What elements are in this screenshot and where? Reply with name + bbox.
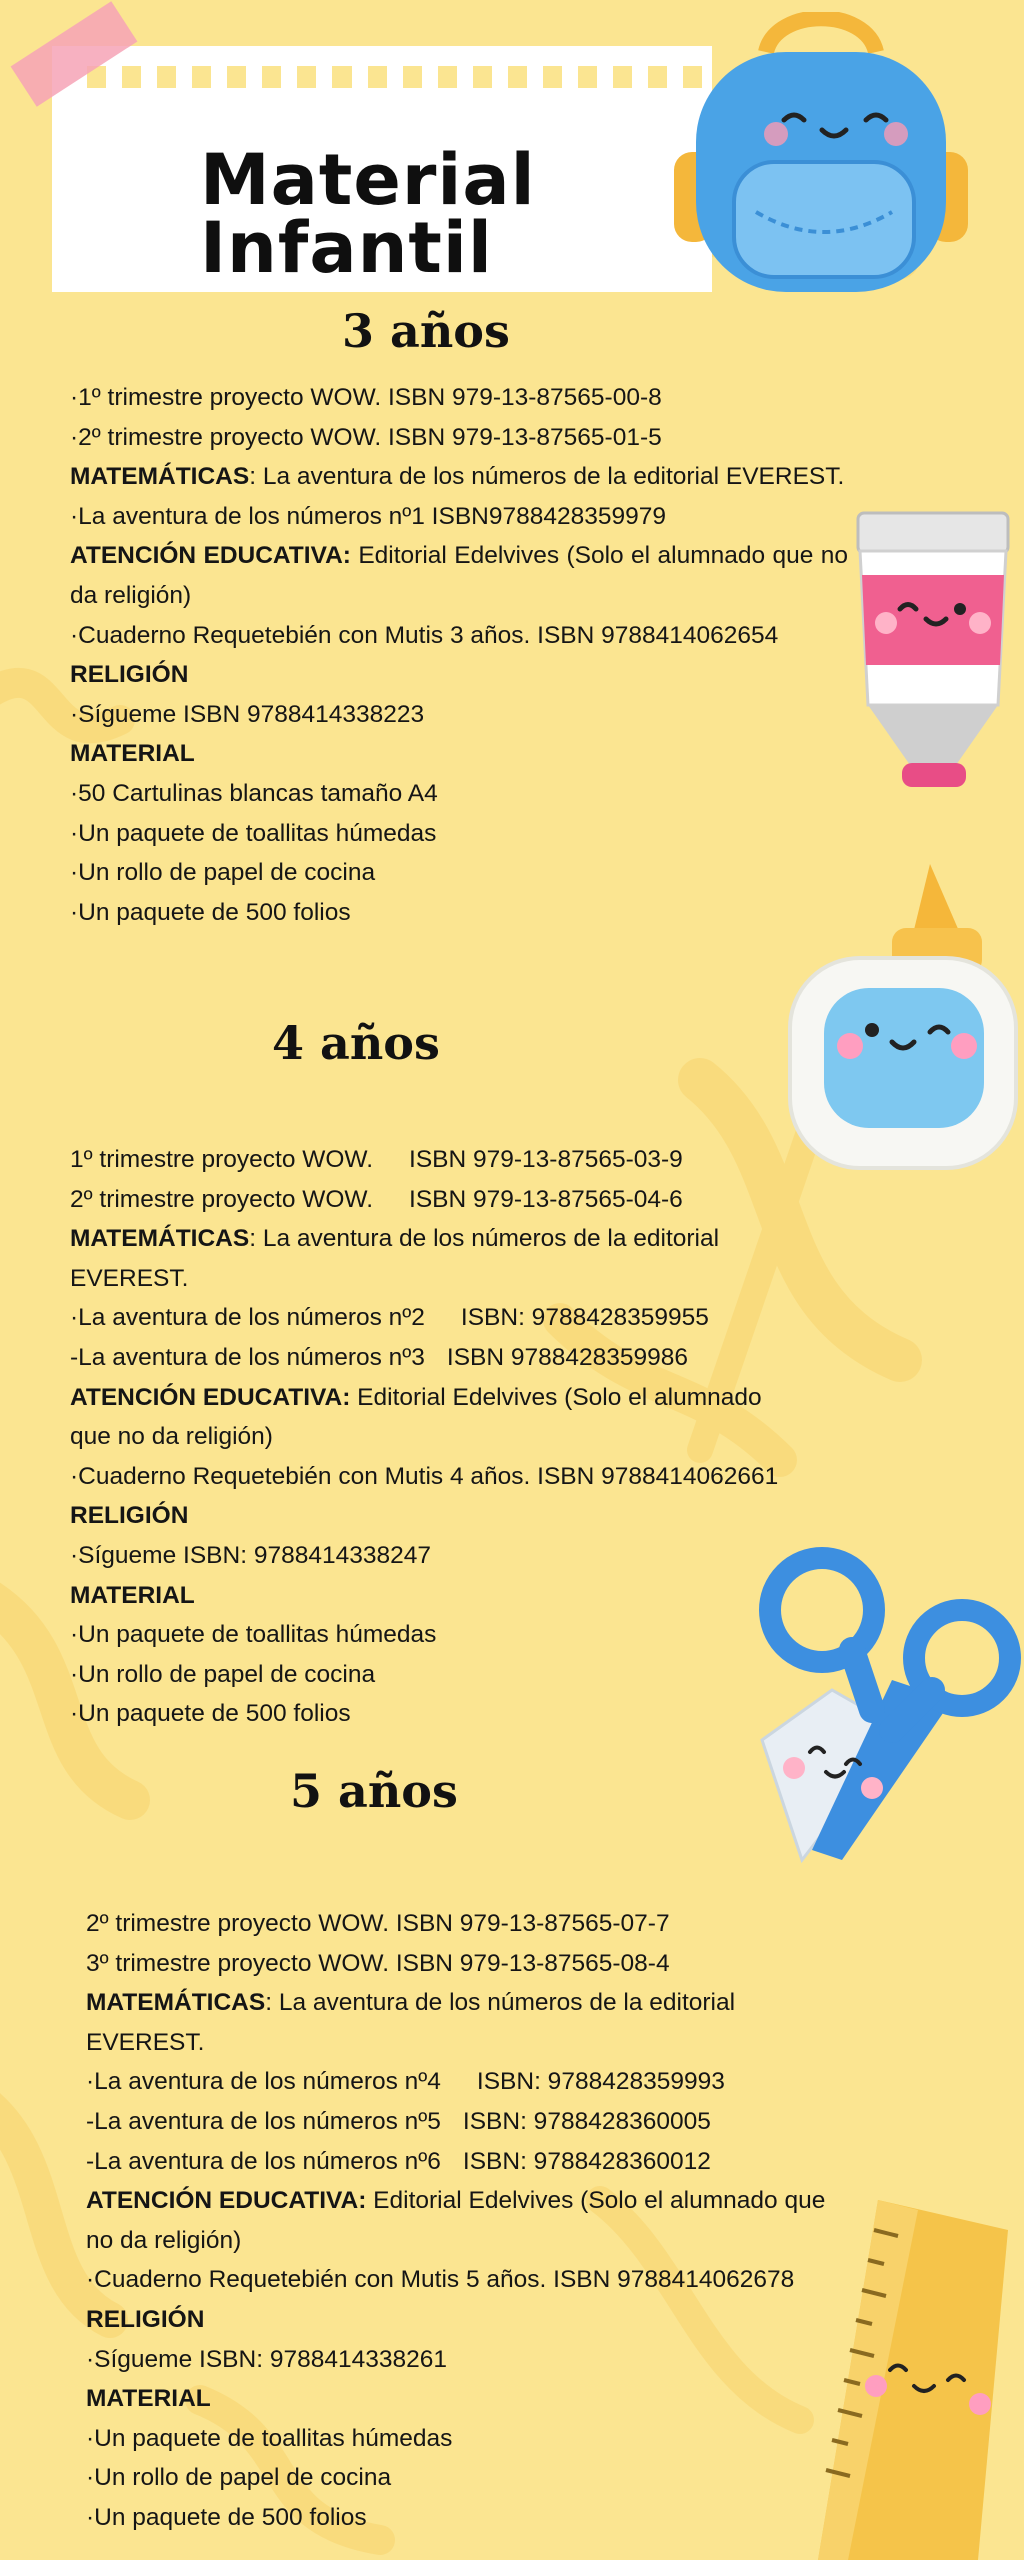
attention-paragraph bbox=[70, 1378, 790, 1457]
paint-tube-sticker-icon bbox=[838, 505, 1024, 815]
list-item-title: ·La aventura de los números nº2 bbox=[70, 1304, 425, 1332]
attention-label: ATENCIÓN EDUCATIVA: bbox=[86, 2187, 367, 2215]
math-text: : La aventura de los números de la editorial EVEREST. bbox=[249, 463, 845, 491]
list-item: ·La aventura de los números nº1 ISBN9788428359979 bbox=[70, 502, 667, 530]
section-3-anos bbox=[70, 378, 848, 932]
section-heading-5-anos: 5 años bbox=[290, 1764, 458, 1818]
section-heading-4-anos: 4 años bbox=[272, 1016, 440, 1070]
header-card bbox=[52, 46, 712, 292]
list-item: ·Sígueme ISBN: 9788414338247 bbox=[70, 1541, 431, 1569]
section-4-anos bbox=[70, 1140, 790, 1734]
attention-label: ATENCIÓN EDUCATIVA: bbox=[70, 542, 351, 570]
math-paragraph bbox=[70, 1219, 790, 1298]
list-item: ·Un paquete de toallitas húmedas bbox=[70, 1621, 437, 1649]
list-item bbox=[70, 1140, 790, 1180]
attention-text: Editorial Edelvives (Solo el alumnado que no da religión) bbox=[70, 1383, 762, 1451]
section-5-anos bbox=[86, 1904, 846, 2538]
material-label: MATERIAL bbox=[70, 1581, 195, 1609]
list-item-isbn: ISBN 979-13-87565-03-9 bbox=[409, 1146, 683, 1173]
list-item: ·2º trimestre proyecto WOW. ISBN 979-13-87565-01-5 bbox=[70, 423, 662, 451]
list-item: ·Un rollo de papel de cocina bbox=[70, 1660, 376, 1688]
list-item-isbn: ISBN 9788428359986 bbox=[446, 1343, 689, 1371]
list-item: ·50 Cartulinas blancas tamaño A4 bbox=[70, 779, 438, 807]
list-item-isbn: ISBN: 9788428359955 bbox=[460, 1304, 709, 1332]
math-text: : La aventura de los números de la editorial EVEREST. bbox=[70, 1225, 720, 1292]
attention-text: Editorial Edelvives (Solo el alumnado que no da religión) bbox=[70, 542, 849, 609]
list-item: ·Un rollo de papel de cocina bbox=[86, 2464, 392, 2492]
list-item-title: -La aventura de los números nº6 bbox=[86, 2147, 441, 2175]
math-text: : La aventura de los números de la editorial EVEREST. bbox=[86, 1989, 736, 2056]
backpack-sticker-icon bbox=[656, 12, 986, 302]
list-item: ·Cuaderno Requetebién con Mutis 5 años. ISBN 9788414062678 bbox=[86, 2266, 795, 2294]
list-item-title: ·La aventura de los números nº4 bbox=[86, 2068, 441, 2096]
list-item-isbn: ISBN: 9788428360005 bbox=[462, 2107, 711, 2135]
list-item: ·Sígueme ISBN: 9788414338261 bbox=[86, 2345, 447, 2373]
list-item-isbn: ISBN: 9788428360012 bbox=[462, 2147, 711, 2175]
page-title-line1: Material bbox=[200, 139, 536, 221]
math-paragraph bbox=[70, 457, 848, 497]
list-item bbox=[86, 2062, 846, 2102]
math-label: MATEMÁTICAS bbox=[70, 1225, 250, 1253]
list-item: ·Un paquete de toallitas húmedas bbox=[70, 819, 437, 847]
religion-label: RELIGIÓN bbox=[70, 1502, 189, 1530]
list-item: ·Un paquete de toallitas húmedas bbox=[86, 2424, 453, 2452]
material-label: MATERIAL bbox=[86, 2385, 211, 2413]
list-item bbox=[86, 2142, 846, 2182]
section-heading-3-anos: 3 años bbox=[342, 304, 510, 358]
attention-paragraph bbox=[70, 536, 848, 615]
list-item-isbn: ISBN 979-13-87565-04-6 bbox=[409, 1185, 683, 1213]
list-item: 3º trimestre proyecto WOW. ISBN 979-13-87565-08-4 bbox=[86, 1949, 670, 1977]
attention-label: ATENCIÓN EDUCATIVA: bbox=[70, 1383, 351, 1411]
list-item: ·Cuaderno Requetebién con Mutis 4 años. ISBN 9788414062661 bbox=[70, 1462, 779, 1490]
religion-label: RELIGIÓN bbox=[86, 2305, 205, 2333]
list-item: ·Sígueme ISBN 9788414338223 bbox=[70, 700, 425, 728]
list-item: ·Cuaderno Requetebién con Mutis 3 años. ISBN 9788414062654 bbox=[70, 621, 779, 649]
list-item bbox=[70, 1180, 790, 1220]
list-item bbox=[86, 2102, 846, 2142]
list-item-isbn: ISBN: 9788428359993 bbox=[476, 2068, 725, 2096]
list-item: ·Un paquete de 500 folios bbox=[86, 2503, 367, 2531]
list-item: ·1º trimestre proyecto WOW. ISBN 979-13-87565-00-8 bbox=[70, 384, 662, 411]
list-item: ·Un paquete de 500 folios bbox=[70, 1700, 351, 1728]
list-item-title: 1º trimestre proyecto WOW. bbox=[70, 1146, 374, 1173]
list-item-title: -La aventura de los números nº5 bbox=[86, 2107, 441, 2135]
list-item-title: -La aventura de los números nº3 bbox=[70, 1343, 425, 1371]
list-item: ·Un rollo de papel de cocina bbox=[70, 859, 376, 887]
list-item bbox=[70, 1338, 790, 1378]
math-label: MATEMÁTICAS bbox=[70, 463, 250, 491]
math-label: MATEMÁTICAS bbox=[86, 1989, 266, 2017]
page-title-line2: Infantil bbox=[200, 207, 493, 289]
list-item-title: 2º trimestre proyecto WOW. bbox=[70, 1185, 374, 1213]
math-paragraph bbox=[86, 1983, 806, 2062]
material-label: MATERIAL bbox=[70, 740, 195, 768]
attention-paragraph bbox=[86, 2181, 846, 2260]
list-item bbox=[70, 1298, 790, 1338]
list-item: ·Un paquete de 500 folios bbox=[70, 898, 351, 926]
page-title bbox=[200, 139, 536, 289]
religion-label: RELIGIÓN bbox=[70, 661, 189, 689]
attention-text: Editorial Edelvives (Solo el alumnado que no da religión) bbox=[86, 2187, 826, 2254]
header-dash-border bbox=[87, 66, 702, 88]
list-item: 2º trimestre proyecto WOW. ISBN 979-13-87565-07-7 bbox=[86, 1910, 670, 1937]
